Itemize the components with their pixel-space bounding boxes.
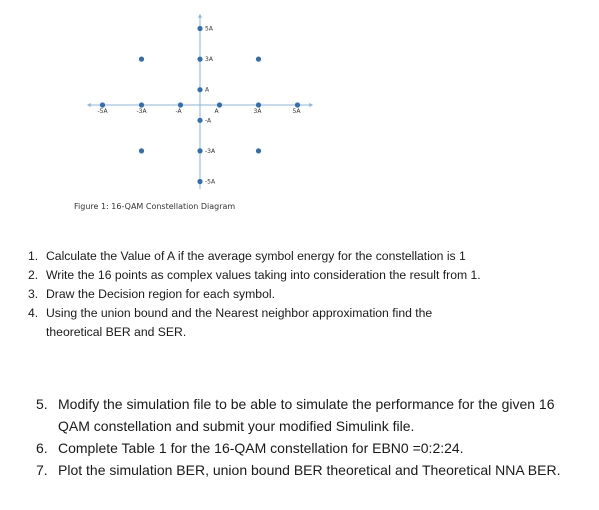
question-list-part1 (28, 247, 488, 342)
constellation-point (100, 102, 105, 107)
question-item: 7. Plot the simulation BER, union bound BER theoretical and Theoretical NNA BER. (36, 462, 561, 478)
x-tick-label: A (214, 108, 219, 115)
y-tick-label: -A (205, 117, 212, 125)
constellation-point (197, 26, 202, 31)
x-tick-label: 5A (292, 108, 301, 115)
x-tick-label: -3A (136, 108, 147, 115)
x-tick-label: 3A (253, 108, 262, 115)
constellation-point (197, 118, 202, 123)
constellation-diagram (0, 0, 599, 200)
constellation-point (197, 179, 202, 184)
constellation-point (217, 102, 222, 107)
x-tick-label: -5A (97, 108, 108, 115)
question-item: 4. Using the union bound and the Nearest neighbor approximation find the theoretical BER and SER. (28, 306, 433, 339)
y-axis-arrow-up (198, 14, 202, 18)
question-item: 6. Complete Table 1 for the 16-QAM constellation for EBN0 =0:2:24. (36, 440, 464, 456)
constellation-point (139, 148, 144, 153)
constellation-point (295, 102, 300, 107)
question-item: 3. Draw the Decision region for each symbol. (28, 287, 275, 301)
constellation-point (139, 102, 144, 107)
y-tick-label: A (205, 86, 210, 94)
constellation-point (139, 57, 144, 62)
question-item: 2. Write the 16 points as complex values taking into consideration the result from 1. (28, 268, 481, 282)
y-tick-label: 3A (205, 56, 213, 64)
question-item: 5. Modify the simulation file to be able to simulate the performance for the given 16 QAM constellation and submit your modified Simulink file. (36, 396, 555, 434)
x-axis-arrow-left (87, 103, 91, 107)
question-list-part2 (36, 393, 571, 481)
question-item: 1. Calculate the Value of A if the average symbol energy for the constellation is 1 (28, 249, 466, 263)
constellation-point (197, 148, 202, 153)
constellation-point (197, 57, 202, 62)
y-tick-label: -5A (205, 178, 216, 186)
constellation-point (256, 57, 261, 62)
y-tick-label: -3A (205, 147, 216, 155)
y-tick-label: 5A (205, 25, 213, 33)
constellation-point (256, 102, 261, 107)
x-axis-arrow-right (309, 103, 313, 107)
constellation-point (256, 148, 261, 153)
x-tick-label: -A (175, 108, 182, 115)
constellation-point (197, 87, 202, 92)
constellation-point (178, 102, 183, 107)
figure-caption: Figure 1: 16-QAM Constellation Diagram (74, 202, 236, 211)
